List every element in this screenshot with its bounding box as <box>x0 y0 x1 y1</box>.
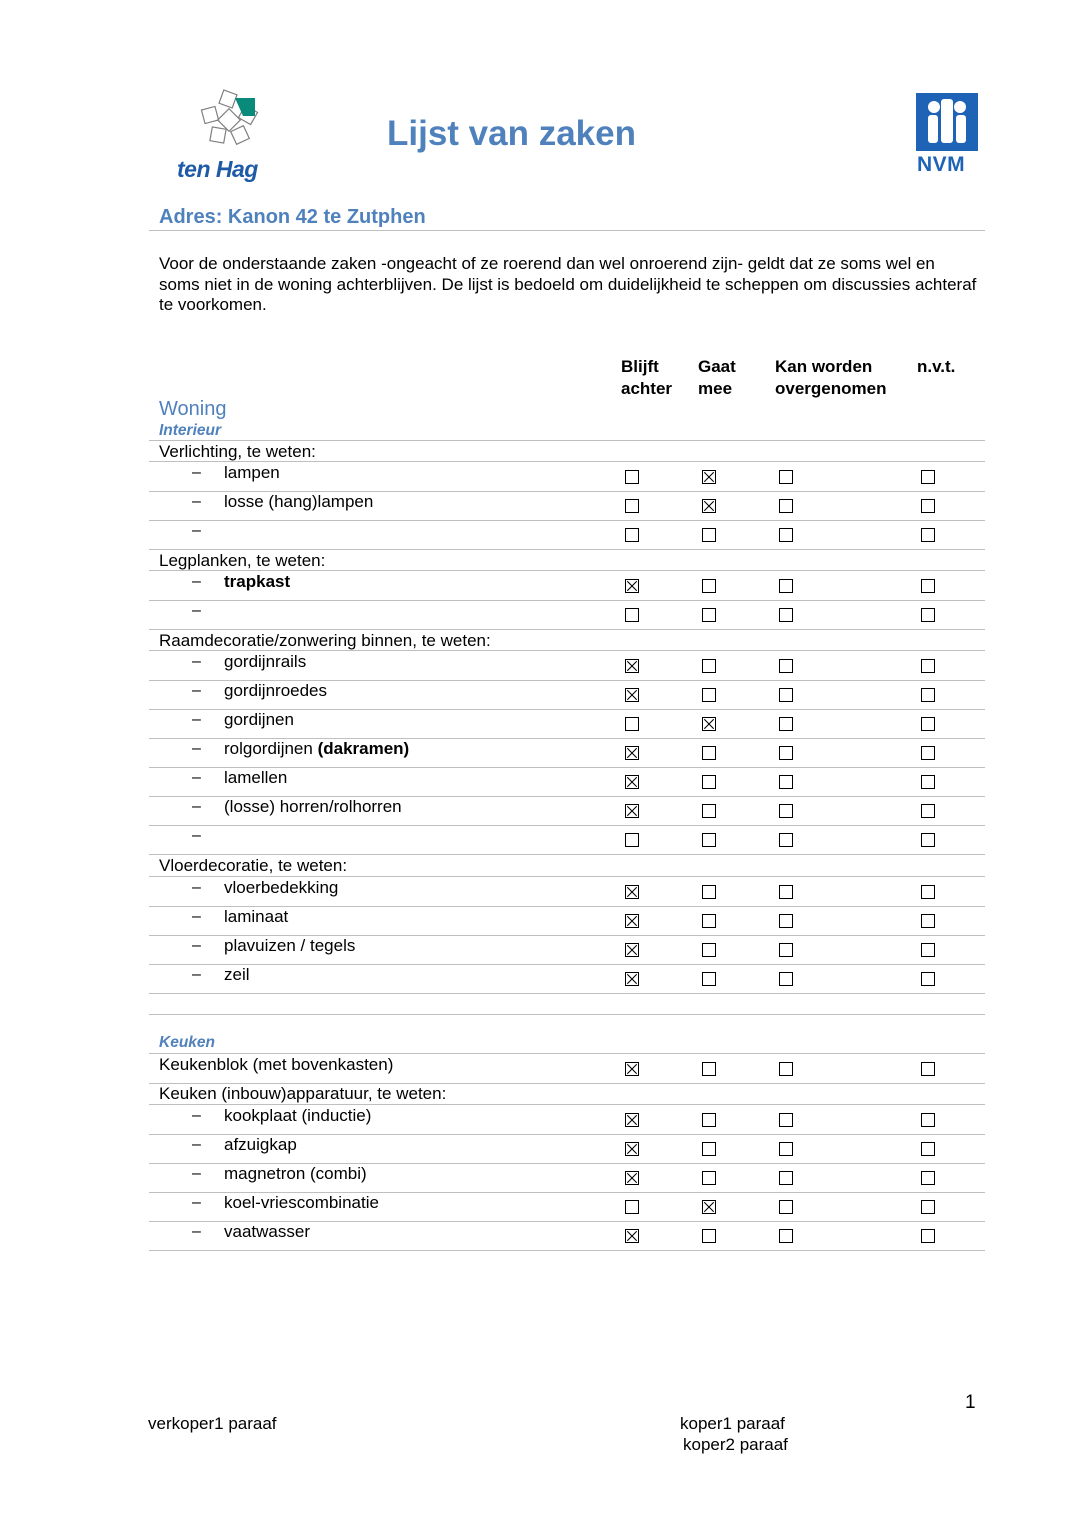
checkbox-empty[interactable] <box>921 1062 935 1076</box>
row-divider <box>149 600 985 601</box>
page-number: 1 <box>965 1392 976 1413</box>
item-label-text: rolgordijnen <box>224 739 313 758</box>
checkbox-empty[interactable] <box>702 688 716 702</box>
checkbox-empty[interactable] <box>779 659 793 673</box>
list-bullet: – <box>192 464 201 481</box>
checkbox-empty[interactable] <box>779 885 793 899</box>
item-label-text: magnetron (combi) <box>224 1164 367 1183</box>
divider <box>149 876 985 877</box>
checkbox-empty[interactable] <box>625 470 639 484</box>
row-divider <box>149 1250 985 1251</box>
checkbox-checked[interactable] <box>625 1113 639 1127</box>
checkbox-checked[interactable] <box>625 579 639 593</box>
checkbox-empty[interactable] <box>779 1113 793 1127</box>
checkbox-empty[interactable] <box>921 775 935 789</box>
checkbox-checked[interactable] <box>625 914 639 928</box>
list-bullet: – <box>192 1194 201 1211</box>
checkbox-empty[interactable] <box>921 804 935 818</box>
checkbox-empty[interactable] <box>779 833 793 847</box>
checkbox-empty[interactable] <box>702 608 716 622</box>
item-label <box>224 768 287 788</box>
list-bullet: – <box>192 653 201 670</box>
checkbox-checked[interactable] <box>625 804 639 818</box>
item-label <box>224 572 290 592</box>
checkbox-empty[interactable] <box>625 717 639 731</box>
column-header-nvt: n.v.t. <box>917 357 956 376</box>
page-title: Lijst van zaken <box>387 114 636 153</box>
list-bullet: – <box>192 827 201 844</box>
divider <box>149 1053 985 1054</box>
checkbox-checked[interactable] <box>625 1062 639 1076</box>
checkbox-empty[interactable] <box>779 746 793 760</box>
item-label-text: zeil <box>224 965 250 984</box>
item-label-text: lampen <box>224 463 280 482</box>
item-label-emphasis: (dakramen) <box>317 739 410 758</box>
checkbox-empty[interactable] <box>921 746 935 760</box>
item-label-text: koel-vriescombinatie <box>224 1193 379 1212</box>
checkbox-empty[interactable] <box>779 499 793 513</box>
item-label-text: trapkast <box>224 572 291 591</box>
checkbox-empty[interactable] <box>702 659 716 673</box>
list-bullet: – <box>192 908 201 925</box>
checkbox-empty[interactable] <box>921 1171 935 1185</box>
item-label <box>224 681 327 701</box>
item-label <box>224 907 288 927</box>
subsection-keuken: Keuken <box>159 1034 215 1051</box>
divider <box>149 440 985 441</box>
checkbox-empty[interactable] <box>702 1113 716 1127</box>
seller-initials-label: verkoper1 paraaf <box>148 1414 277 1433</box>
item-label <box>224 797 402 817</box>
checkbox-checked[interactable] <box>625 972 639 986</box>
checkbox-empty[interactable] <box>779 804 793 818</box>
list-bullet: – <box>192 522 201 539</box>
checkbox-checked[interactable] <box>625 659 639 673</box>
list-bullet: – <box>192 937 201 954</box>
checkbox-empty[interactable] <box>779 943 793 957</box>
ten-hag-logo <box>175 88 285 184</box>
checkbox-empty[interactable] <box>921 1229 935 1243</box>
checkbox-checked[interactable] <box>625 775 639 789</box>
divider <box>149 570 985 571</box>
list-bullet: – <box>192 573 201 590</box>
checkbox-empty[interactable] <box>702 775 716 789</box>
row-divider <box>149 825 985 826</box>
checkbox-checked[interactable] <box>625 1171 639 1185</box>
divider <box>149 1014 985 1015</box>
checkbox-empty[interactable] <box>625 1200 639 1214</box>
list-bullet: – <box>192 1136 201 1153</box>
checkbox-empty[interactable] <box>702 1142 716 1156</box>
checkbox-empty[interactable] <box>921 1200 935 1214</box>
checkbox-checked[interactable] <box>702 717 716 731</box>
item-label-text: vloerbedekking <box>224 878 339 897</box>
row-divider <box>149 520 985 521</box>
category-legplanken: Legplanken, te weten: <box>159 551 326 570</box>
checkbox-empty[interactable] <box>779 1200 793 1214</box>
list-bullet: – <box>192 798 201 815</box>
category-raamdecoratie: Raamdecoratie/zonwering binnen, te weten: <box>159 631 491 650</box>
divider <box>149 1104 985 1105</box>
buyer2-initials-label: koper2 paraaf <box>683 1435 788 1454</box>
item-label <box>224 1222 310 1242</box>
list-bullet: – <box>192 602 201 619</box>
checkbox-empty[interactable] <box>625 528 639 542</box>
checkbox-empty[interactable] <box>921 688 935 702</box>
item-label <box>224 1164 367 1184</box>
row-divider <box>149 854 985 855</box>
item-label-text: gordijnen <box>224 710 294 729</box>
item-label-text: vaatwasser <box>224 1222 310 1241</box>
checkbox-empty[interactable] <box>702 1171 716 1185</box>
list-bullet: – <box>192 1107 201 1124</box>
nvm-logo <box>916 93 980 179</box>
checkbox-empty[interactable] <box>625 608 639 622</box>
checkbox-empty[interactable] <box>921 885 935 899</box>
checkbox-empty[interactable] <box>779 608 793 622</box>
column-header-kan-worden-overgenomen: Kan worden overgenomen <box>775 357 887 398</box>
checkbox-empty[interactable] <box>779 775 793 789</box>
section-title-woning: Woning <box>159 398 227 420</box>
checkbox-empty[interactable] <box>779 717 793 731</box>
checkbox-empty[interactable] <box>921 943 935 957</box>
checkbox-checked[interactable] <box>625 1229 639 1243</box>
checkbox-empty[interactable] <box>702 914 716 928</box>
item-label <box>224 936 355 956</box>
checkbox-empty[interactable] <box>921 528 935 542</box>
checkbox-empty[interactable] <box>702 833 716 847</box>
item-label <box>224 1193 379 1213</box>
checkbox-empty[interactable] <box>702 804 716 818</box>
item-label-text: plavuizen / tegels <box>224 936 356 955</box>
row-divider <box>149 993 985 994</box>
logo-right-text: NVM <box>917 153 966 176</box>
checkbox-empty[interactable] <box>702 1229 716 1243</box>
checkbox-checked[interactable] <box>625 1142 639 1156</box>
list-bullet: – <box>192 493 201 510</box>
checkbox-empty[interactable] <box>921 914 935 928</box>
item-label-text: afzuigkap <box>224 1135 297 1154</box>
checkbox-empty[interactable] <box>921 972 935 986</box>
checkbox-empty[interactable] <box>921 608 935 622</box>
item-label-text: lamellen <box>224 768 288 787</box>
item-label <box>224 739 409 759</box>
row-divider <box>149 964 985 965</box>
row-divider <box>149 549 985 550</box>
list-bullet: – <box>192 1165 201 1182</box>
checkbox-checked[interactable] <box>625 688 639 702</box>
checkbox-empty[interactable] <box>702 528 716 542</box>
item-label <box>224 1106 371 1126</box>
list-bullet: – <box>192 682 201 699</box>
item-label <box>224 710 294 730</box>
checkbox-empty[interactable] <box>779 1062 793 1076</box>
subsection-interieur: Interieur <box>159 422 222 439</box>
row-divider <box>149 1083 985 1084</box>
checkbox-empty[interactable] <box>779 1142 793 1156</box>
column-header-gaat-mee: Gaat mee <box>698 357 736 398</box>
checkbox-checked[interactable] <box>625 885 639 899</box>
checkbox-empty[interactable] <box>921 1113 935 1127</box>
checkbox-empty[interactable] <box>702 885 716 899</box>
checkbox-empty[interactable] <box>702 579 716 593</box>
checkbox-checked[interactable] <box>702 499 716 513</box>
item-label-text: gordijnroedes <box>224 681 328 700</box>
checkbox-empty[interactable] <box>921 1142 935 1156</box>
checkbox-empty[interactable] <box>779 1171 793 1185</box>
row-divider <box>149 629 985 630</box>
item-label <box>224 878 338 898</box>
checkbox-checked[interactable] <box>702 470 716 484</box>
list-bullet: – <box>192 740 201 757</box>
item-label-text: gordijnrails <box>224 652 307 671</box>
checkbox-empty[interactable] <box>779 1229 793 1243</box>
category-keukenblok: Keukenblok (met bovenkasten) <box>159 1055 394 1074</box>
item-label-text: laminaat <box>224 907 289 926</box>
item-label <box>224 492 373 512</box>
divider <box>149 230 985 231</box>
checkbox-empty[interactable] <box>779 470 793 484</box>
checkbox-empty[interactable] <box>779 579 793 593</box>
checkbox-empty[interactable] <box>921 659 935 673</box>
checkbox-empty[interactable] <box>779 528 793 542</box>
checkbox-empty[interactable] <box>779 914 793 928</box>
item-label-text: losse (hang)lampen <box>224 492 374 511</box>
list-bullet: – <box>192 879 201 896</box>
checkbox-empty[interactable] <box>702 943 716 957</box>
checkbox-empty[interactable] <box>779 688 793 702</box>
category-apparatuur: Keuken (inbouw)apparatuur, te weten: <box>159 1084 447 1103</box>
column-header-blijft-achter: Blijft achter <box>621 357 673 398</box>
list-bullet: – <box>192 769 201 786</box>
item-label-text: kookplaat (inductie) <box>224 1106 372 1125</box>
checkbox-empty[interactable] <box>702 972 716 986</box>
checkbox-empty[interactable] <box>921 717 935 731</box>
checkbox-empty[interactable] <box>702 1062 716 1076</box>
category-vloerdecoratie: Vloerdecoratie, te weten: <box>159 856 348 875</box>
checkbox-empty[interactable] <box>625 833 639 847</box>
divider <box>149 650 985 651</box>
item-label <box>224 1135 297 1155</box>
checkbox-empty[interactable] <box>921 579 935 593</box>
logo-left-text: ten Hag <box>177 156 258 182</box>
divider <box>149 461 985 462</box>
item-label <box>224 652 306 672</box>
checkbox-empty[interactable] <box>702 746 716 760</box>
list-bullet: – <box>192 1223 201 1240</box>
buyer1-initials-label: koper1 paraaf <box>680 1414 785 1433</box>
checkbox-empty[interactable] <box>921 833 935 847</box>
checkbox-checked[interactable] <box>625 746 639 760</box>
category-verlichting: Verlichting, te weten: <box>159 442 316 461</box>
list-bullet: – <box>192 966 201 983</box>
checkbox-checked[interactable] <box>702 1200 716 1214</box>
item-label-text: (losse) horren/rolhorren <box>224 797 402 816</box>
address-heading: Adres: Kanon 42 te Zutphen <box>159 206 426 228</box>
checkbox-empty[interactable] <box>779 972 793 986</box>
list-bullet: – <box>192 711 201 728</box>
checkbox-empty[interactable] <box>625 499 639 513</box>
checkbox-checked[interactable] <box>625 943 639 957</box>
checkbox-empty[interactable] <box>921 470 935 484</box>
item-label <box>224 965 250 985</box>
checkbox-empty[interactable] <box>921 499 935 513</box>
item-label <box>224 463 280 483</box>
intro-paragraph: Voor de onderstaande zaken -ongeacht of ze roerend dan wel onroerend zijn- geldt dat ze soms wel en soms niet in de woning achterblijven. De lijst is bedoeld om duidelijkheid te scheppen om discussies achteraf te voorkomen. <box>159 254 977 314</box>
